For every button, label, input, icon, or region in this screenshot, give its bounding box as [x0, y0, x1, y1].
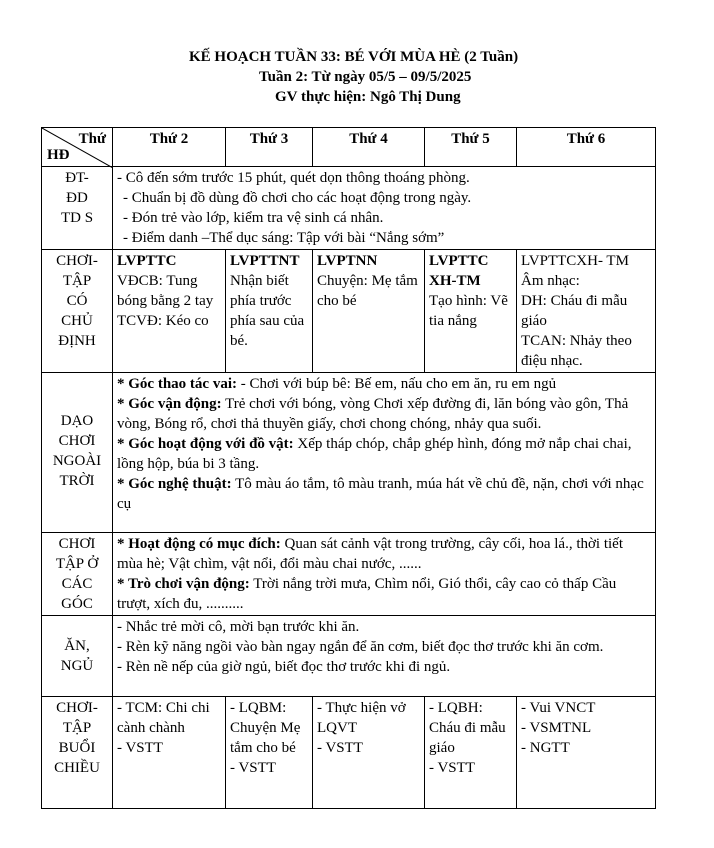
cell-wed: LVPTNN Chuyện: Mẹ tắm cho bé: [313, 250, 425, 373]
choi-tap-goc-content: [113, 533, 656, 616]
row-label: ĐT- ĐD TD S: [42, 167, 113, 250]
cell-fri: - Vui VNCT - VSMTNL - NGTT: [517, 697, 656, 809]
plan-title: KẾ HOẠCH TUẦN 33: BÉ VỚI MÙA HÈ (2 Tuần): [189, 49, 519, 65]
don-tre-content: - Cô đến sớm trước 15 phút, quét dọn thông thoáng phòng. - Chuẩn bị đồ dùng đồ chơi cho các hoạt động trong ngày. - Đón trẻ vào lớp, kiểm tra vệ sinh cá nhân. - Điểm danh –Thể dục sáng: Tập với bài “Nắng sớm”: [113, 167, 656, 250]
corner-activity-label: HĐ: [47, 147, 70, 163]
cell-mon: - TCM: Chi chi cành chành - VSTT: [113, 697, 226, 809]
week-range: Tuần 2: Từ ngày 05/5 – 09/5/2025: [259, 69, 472, 85]
day-header-tue: Thứ 3: [226, 128, 313, 167]
row-label: CHƠI- TẬP BUỔI CHIỀU: [42, 697, 113, 809]
cell-mon: LVPTTC VĐCB: Tung bóng bằng 2 tay TCVĐ: Kéo co: [113, 250, 226, 373]
cell-thu: - LQBH: Cháu đi mẫu giáo - VSTT: [425, 697, 517, 809]
day-header-wed: Thứ 4: [313, 128, 425, 167]
list-item: * Góc nghệ thuật: Tô màu áo tắm, tô màu tranh, múa hát về chủ đề, nặn, chơi với nhạc cụ: [117, 476, 644, 512]
cell-tue: LVPTTNT Nhận biết phía trước phía sau của bé.: [226, 250, 313, 373]
table-header-row: [42, 128, 656, 167]
day-header-fri: Thứ 6: [517, 128, 656, 167]
list-item: * Trò chơi vận động: Trời nắng trời mưa, Chìm nổi, Gió thổi, cây cao cỏ thấp Cầu trượt, xích đu, ..........: [117, 576, 617, 612]
list-item: * Hoạt động có mục đích: Quan sát cảnh vật trong trường, cây cối, hoa lá., thời tiết mùa hè; Vật chìm, vật nổi, đổi màu chai nước, ......: [117, 536, 623, 572]
cell-fri: LVPTTCXH- TM Âm nhạc: DH: Cháu đi mẫu giáo TCAN: Nhảy theo điệu nhạc.: [517, 250, 656, 373]
cell-wed: - Thực hiện vở LQVT - VSTT: [313, 697, 425, 809]
dao-choi-content: [113, 373, 656, 533]
list-item: * Góc vận động: Trẻ chơi với bóng, vòng Chơi xếp đường đi, lăn bóng vào gôn, Thả vòng, Bóng rổ, chơi thả thuyền giấy, chơi chong chóng, nhảy qua suối.: [117, 396, 629, 432]
list-item: * Góc thao tác vai: - Chơi với búp bê: Bế em, nấu cho em ăn, ru em ngủ: [117, 376, 557, 392]
corner-day-label: Thứ: [78, 131, 106, 147]
row-choi-tap-goc: [42, 533, 656, 616]
list-item: * Góc hoạt động với đồ vật: Xếp tháp chóp, chắp ghép hình, đóng mở nắp chai chai, lồng hộp, búa bi 3 tầng.: [117, 436, 632, 472]
cell-thu: LVPTTC XH-TM Tạo hình: Vẽ tia nắng: [425, 250, 517, 373]
row-label: DẠO CHƠI NGOÀI TRỜI: [42, 373, 113, 533]
corner-cell: [42, 128, 113, 167]
row-don-tre: [42, 167, 656, 250]
row-label: ĂN, NGỦ: [42, 616, 113, 697]
row-label: CHƠI TẬP Ở CÁC GÓC: [42, 533, 113, 616]
day-header-thu: Thứ 5: [425, 128, 517, 167]
cell-tue: - LQBM: Chuyện Mẹ tắm cho bé - VSTT: [226, 697, 313, 809]
row-label: CHƠI- TẬP CÓ CHỦ ĐỊNH: [42, 250, 113, 373]
an-ngu-content: - Nhắc trẻ mời cô, mời bạn trước khi ăn. - Rèn kỹ năng ngồi vào bàn ngay ngắn để ăn cơm, biết đọc thơ trước khi ăn cơm. - Rèn nề nếp của giờ ngủ, biết đọc thơ trước khi đi ngủ.: [113, 616, 656, 697]
teacher-name: GV thực hiện: Ngô Thị Dung: [275, 89, 461, 105]
day-header-mon: Thứ 2: [113, 128, 226, 167]
row-dao-choi: [42, 373, 656, 533]
row-choi-tap-chu-dinh: [42, 250, 656, 373]
weekly-plan-table: [41, 127, 656, 809]
row-an-ngu: [42, 616, 656, 697]
row-choi-tap-chieu: [42, 697, 656, 809]
